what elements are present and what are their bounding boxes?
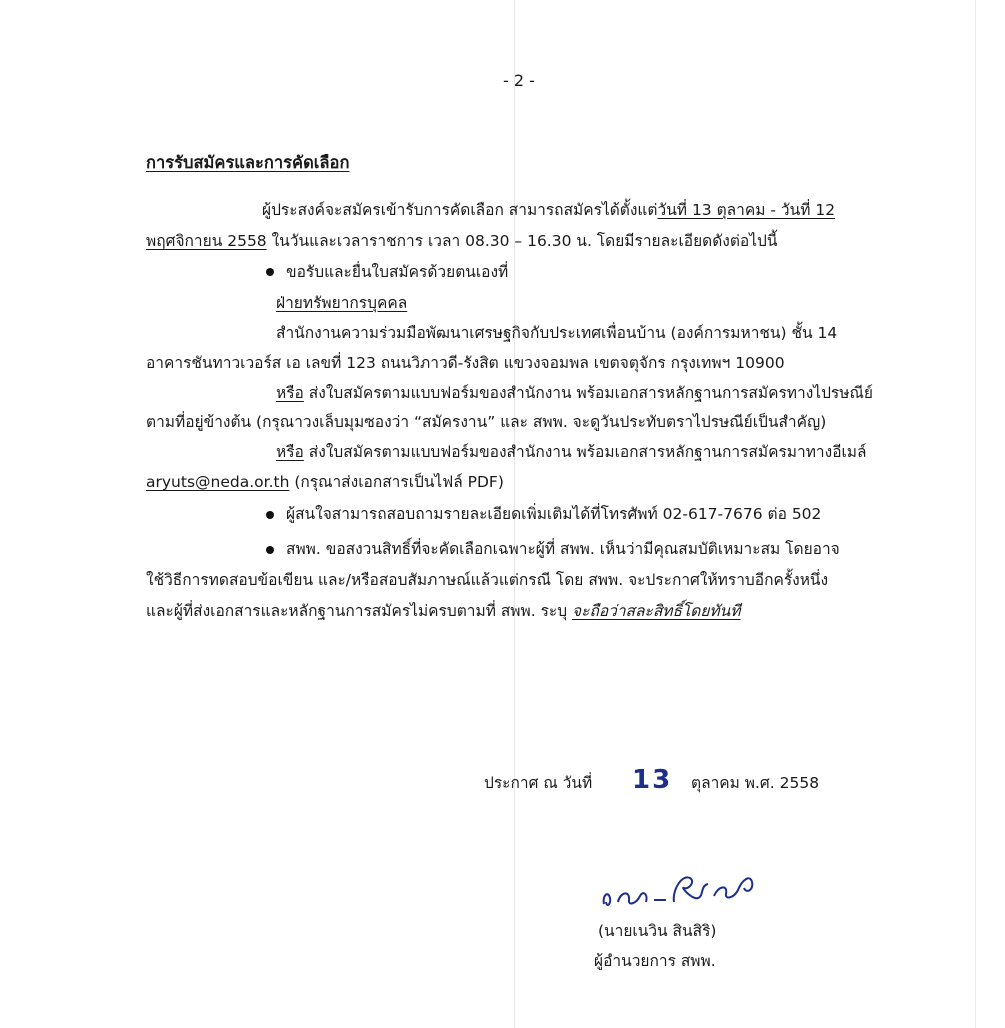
signature-image bbox=[596, 860, 766, 920]
email-note: (กรุณาส่งเอกสารเป็นไฟล์ PDF) bbox=[294, 473, 504, 491]
announce-suffix: ตุลาคม พ.ศ. 2558 bbox=[691, 774, 820, 792]
intro-line-2 bbox=[146, 230, 777, 252]
bullet-3-line-3 bbox=[146, 600, 740, 622]
page-edge-line bbox=[975, 0, 976, 1028]
email-address-link[interactable]: aryuts@neda.or.th bbox=[146, 473, 290, 491]
bullet-3-text: และผู้ที่ส่งเอกสารและหลักฐานการสมัครไม่ครบตามที่ สพพ. ระบุ bbox=[146, 602, 568, 620]
bullet-3-line-2: ใช้วิธีการทดสอบข้อเขียน และ/หรือสอบสัมภาษณ์แล้วแต่กรณี โดย สพพ. จะประกาศให้ทราบอีกครั้งหนึ่ง bbox=[146, 571, 829, 589]
signer-title: ผู้อำนวยการ สพพ. bbox=[594, 952, 716, 970]
intro-text-2: ในวันและเวลาราชการ เวลา 08.30 – 16.30 น. โดยมีรายละเอียดดังต่อไปนี้ bbox=[271, 232, 778, 250]
post-option-text: ส่งใบสมัครตามแบบฟอร์มของสำนักงาน พร้อมเอกสารหลักฐานการสมัครทางไปรษณีย์ bbox=[308, 384, 873, 402]
bullet-1-text: ขอรับและยื่นใบสมัครด้วยตนเองที่ bbox=[286, 263, 509, 281]
email-or-label: หรือ bbox=[276, 443, 304, 461]
intro-text: ผู้ประสงค์จะสมัครเข้ารับการคัดเลือก สามารถสมัครได้ตั้งแต่ bbox=[262, 201, 658, 219]
bullet-3-line-1: สพพ. ขอสงวนสิทธิ์ที่จะคัดเลือกเฉพาะผู้ที่ สพพ. เห็นว่ามีคุณสมบัติเหมาะสม โดยอาจ bbox=[286, 540, 840, 558]
handwritten-day: 13 bbox=[632, 765, 673, 795]
department-name: ฝ่ายทรัพยากรบุคคล bbox=[276, 294, 408, 312]
address-line-2: อาคารชันทาวเวอร์ส เอ เลขที่ 123 ถนนวิภาวดี-รังสิต แขวงจอมพล เขตจตุจักร กรุงเทพฯ 10900 bbox=[146, 354, 785, 372]
signer-name: (นายเนวิน สินสิริ) bbox=[598, 922, 717, 940]
address-line-1: สำนักงานความร่วมมือพัฒนาเศรษฐกิจกับประเทศเพื่อนบ้าน (องค์การมหาชน) ชั้น 14 bbox=[276, 324, 838, 342]
section-heading: การรับสมัครและการคัดเลือก bbox=[146, 153, 350, 172]
page-number: - 2 - bbox=[503, 71, 535, 90]
email-option-line-1 bbox=[276, 441, 867, 463]
bullet-dot bbox=[266, 511, 274, 519]
intro-date-end: พฤศจิกายน 2558 bbox=[146, 232, 267, 250]
post-or-label: หรือ bbox=[276, 384, 304, 402]
bullet-dot bbox=[266, 268, 274, 276]
email-option-text: ส่งใบสมัครตามแบบฟอร์มของสำนักงาน พร้อมเอกสารหลักฐานการสมัครมาทางอีเมล์ bbox=[308, 443, 867, 461]
intro-date-range: วันที่ 13 ตุลาคม - วันที่ 12 bbox=[657, 201, 836, 219]
intro-line-1 bbox=[262, 199, 835, 221]
bullet-dot bbox=[266, 546, 274, 554]
announce-prefix: ประกาศ ณ วันที่ bbox=[484, 774, 593, 792]
post-option-line-2: ตามที่อยู่ข้างต้น (กรุณาวงเล็บมุมซองว่า “สมัครงาน” และ สพพ. จะดูวันประทับตราไปรษณีย์เป็นสำคัญ) bbox=[146, 413, 827, 431]
bullet-2-text: ผู้สนใจสามารถสอบถามรายละเอียดเพิ่มเติมได้ที่โทรศัพท์ 02-617-7676 ต่อ 502 bbox=[286, 505, 822, 523]
email-option-line-2 bbox=[146, 471, 504, 493]
post-option-line-1 bbox=[276, 382, 873, 404]
forfeit-warning: จะถือว่าสละสิทธิ์โดยทันที bbox=[572, 602, 741, 620]
